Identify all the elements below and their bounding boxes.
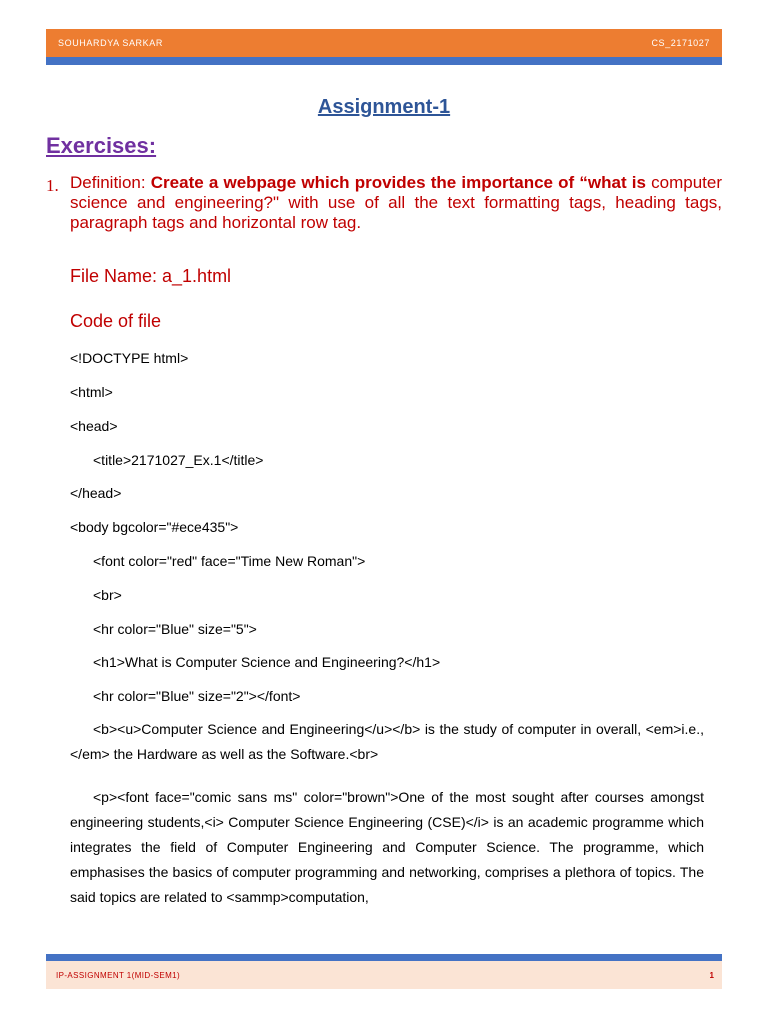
code-line: <title>2171027_Ex.1</title> [93,452,264,468]
definition-paragraph [70,173,722,233]
code-line: <br> [93,587,122,603]
header-rule [46,57,722,65]
code-label: Code of file [70,311,162,331]
definition-rest-text: computer science and engineering?" with use of all the text formatting tags, heading tags, paragraph tags and horizontal row tag. [70,173,722,232]
code-paragraph: <b><u>Computer Science and Engineering</u></b> is the study of computer in overall, <em>i.e.,</em> the Hardware as well as the Software.<br> [70,721,704,762]
footer-rule [46,954,722,961]
item-number: 1. [46,176,59,195]
code-line: </head> [70,485,122,501]
page-number: 1 [709,971,714,980]
header-author: SOUHARDYA SARKAR [58,38,163,48]
footer-label: IP-ASSIGNMENT 1(MID-SEM1) [56,971,181,980]
code-paragraph: <p><font face="comic sans ms" color="brown">One of the most sought after courses amongst engineering students,<i> Computer Science Engineering (CSE)</i> is an academic programme which integrates the field of Computer Engineering and Computer Science. The programme, which emphasises the basics of computer programming and networking, comprises a plethora of topics. The said topics are related to <sammp>computation, [70,789,704,905]
code-line: <hr color="Blue" size="2"></font> [93,688,301,704]
section-heading: Exercises: [46,133,157,158]
code-line: <hr color="Blue" size="5"> [93,621,257,637]
header-roll-number: CS_2171027 [651,38,710,48]
definition-label: Definition: [70,173,146,192]
file-name: File Name: a_1.html [70,266,232,286]
code-line: <font color="red" face="Time New Roman"> [93,553,366,569]
code-line: <h1>What is Computer Science and Engineering?</h1> [93,654,441,670]
definition-bold-text: Create a webpage which provides the importance of “what is [150,173,646,192]
code-line: <head> [70,418,118,434]
document-title: Assignment-1 [317,96,451,118]
code-line: <body bgcolor="#ece435"> [70,519,239,535]
code-line: <html> [70,384,113,400]
code-line: <!DOCTYPE html> [70,350,189,366]
